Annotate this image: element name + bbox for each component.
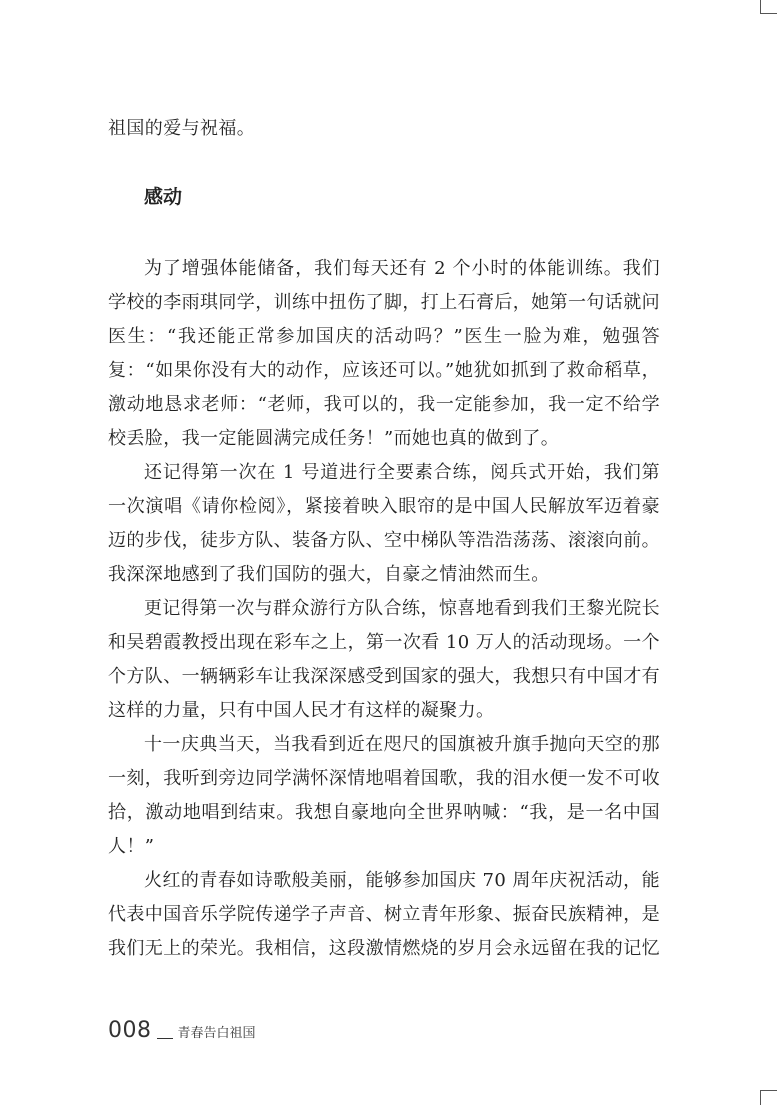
running-title: 青春告白祖国 (177, 1026, 256, 1041)
crop-mark-top-right-vertical (760, 0, 761, 14)
body-text (108, 252, 660, 966)
paragraph-1: 为了增强体能储备，我们每天还有 2 个小时的体能训练。我们学校的李雨琪同学，训练中扭伤了脚，打上石膏后，她第一句话就问医生：“我还能正常参加国庆的活动吗？”医生一脸为难，勉强答复：“如果你没有大的动作，应该还可以。”她犹如抓到了救命稻草，激动地恳求老师：“老师，我可以的，我一定能参加，我一定不给学校丢脸，我一定能圆满完成任务！”而她也真的做到了。 (108, 258, 660, 449)
paragraph-5: 火红的青春如诗歌般美丽，能够参加国庆 70 周年庆祝活动，能代表中国音乐学院传递学子声音、树立青年形象、振奋民族精神，是我们无上的荣光。我相信，这段激情燃烧的岁月会永远留在我的记忆 (108, 870, 660, 959)
page-number: 008 (108, 1018, 152, 1043)
section-heading: 感动 (144, 186, 183, 208)
crop-mark-bottom-right-vertical (760, 1090, 761, 1105)
crop-mark-top-right-horizontal (761, 13, 777, 14)
footer-divider (157, 1038, 173, 1039)
page-footer (108, 1018, 256, 1043)
paragraph-2: 还记得第一次在 1 号道进行全要素合练，阅兵式开始，我们第一次演唱《请你检阅》，紧接着映入眼帘的是中国人民解放军迈着豪迈的步伐，徒步方队、装备方队、空中梯队等浩浩荡荡、滚滚向前。我深深地感到了我们国防的强大，自豪之情油然而生。 (108, 462, 660, 585)
crop-mark-bottom-right-horizontal (761, 1090, 777, 1091)
paragraph-4: 十一庆典当天，当我看到近在咫尺的国旗被升旗手抛向天空的那一刻，我听到旁边同学满怀深情地唱着国歌，我的泪水便一发不可收拾，激动地唱到结束。我想自豪地向全世界呐喊：“我，是一名中国人！” (108, 734, 660, 857)
paragraph-3: 更记得第一次与群众游行方队合练，惊喜地看到我们王黎光院长和吴碧霞教授出现在彩车之上，第一次看 10 万人的活动现场。一个个方队、一辆辆彩车让我深深感受到国家的强大，我想只有中国才有这样的力量，只有中国人民才有这样的凝聚力。 (108, 598, 660, 721)
intro-line: 祖国的爱与祝福。 (108, 118, 256, 139)
